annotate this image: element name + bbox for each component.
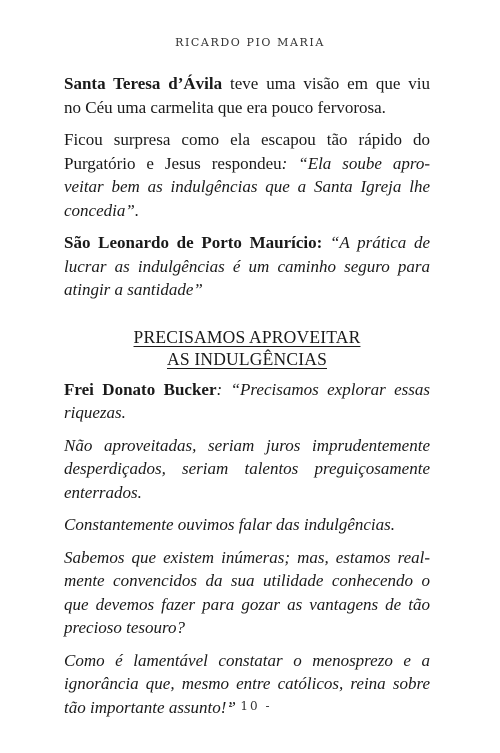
paragraph-constantemente	[64, 513, 430, 537]
text-line: que devemos fazer para gozar as vantagens de tão	[64, 594, 430, 614]
paragraph-sabemos	[64, 546, 430, 640]
text-line: desperdiçados, seriam talentos preguiçosamente	[64, 459, 430, 478]
text-line: enterrados.	[64, 482, 142, 502]
paragraph-sao-leonardo	[64, 231, 430, 302]
section-heading	[64, 326, 430, 370]
text-line: veitar bem as indulgências que a Santa Igreja lhe	[64, 177, 430, 196]
page-number: - 10 -	[228, 699, 272, 713]
running-head: RICARDO PIO MARIA	[175, 36, 325, 49]
quote-span: “A prática de	[322, 233, 430, 252]
text-line: concedia”.	[64, 200, 140, 220]
quote-span: : “Ela soube apro-	[281, 153, 430, 173]
text-line: Não aproveitadas, seriam juros imprudentemente	[64, 435, 430, 455]
text-line: precioso tesouro?	[64, 618, 186, 637]
text-line: no Céu uma carmelita que era pouco fervorosa.	[64, 97, 386, 117]
text-line: lucrar as indulgências é um caminho seguro para	[64, 256, 430, 276]
paragraph-purgatorio	[64, 128, 430, 222]
text-line: ignorância que, mesmo entre católicos, reina sobre	[64, 674, 430, 693]
text-line	[64, 378, 430, 402]
text-line: Como é lamentável constatar o menosprezo e a	[64, 650, 430, 670]
text-line	[64, 231, 430, 255]
page-body	[64, 72, 430, 728]
paragraph-nao-aproveitadas	[64, 434, 430, 505]
heading-line: PRECISAMOS APROVEITAR	[133, 326, 361, 347]
text-line: riquezas.	[64, 403, 126, 422]
text-line: Constantemente ouvimos falar das indulgências.	[64, 515, 396, 534]
text-line: mente convencidos da sua utilidade conhecendo o	[64, 571, 430, 590]
paragraph-frei-donato	[64, 378, 430, 425]
text-line: Ficou surpresa como ela escapou tão rápido do	[64, 130, 430, 149]
text-span: teve uma visão em que viu	[222, 74, 430, 93]
text-line: Sabemos que existem inúmeras; mas, estamos real-	[64, 547, 430, 567]
speaker-name: Frei Donato Bucker	[64, 379, 217, 399]
heading-line: AS INDULGÊNCIAS	[166, 348, 327, 369]
paragraph-santa-teresa	[64, 72, 430, 119]
text-line: atingir a santidade”	[64, 280, 203, 299]
text-line	[64, 72, 430, 96]
speaker-name: Santa Teresa d’Ávila	[64, 74, 223, 93]
quote-span: : “Precisamos explorar essas	[216, 379, 430, 399]
text-line	[64, 152, 430, 176]
speaker-name: São Leonardo de Porto Maurício:	[64, 233, 323, 252]
text-line: tão importante assunto!”	[64, 697, 236, 717]
text-span: Purgatório e Jesus respondeu	[64, 153, 282, 173]
